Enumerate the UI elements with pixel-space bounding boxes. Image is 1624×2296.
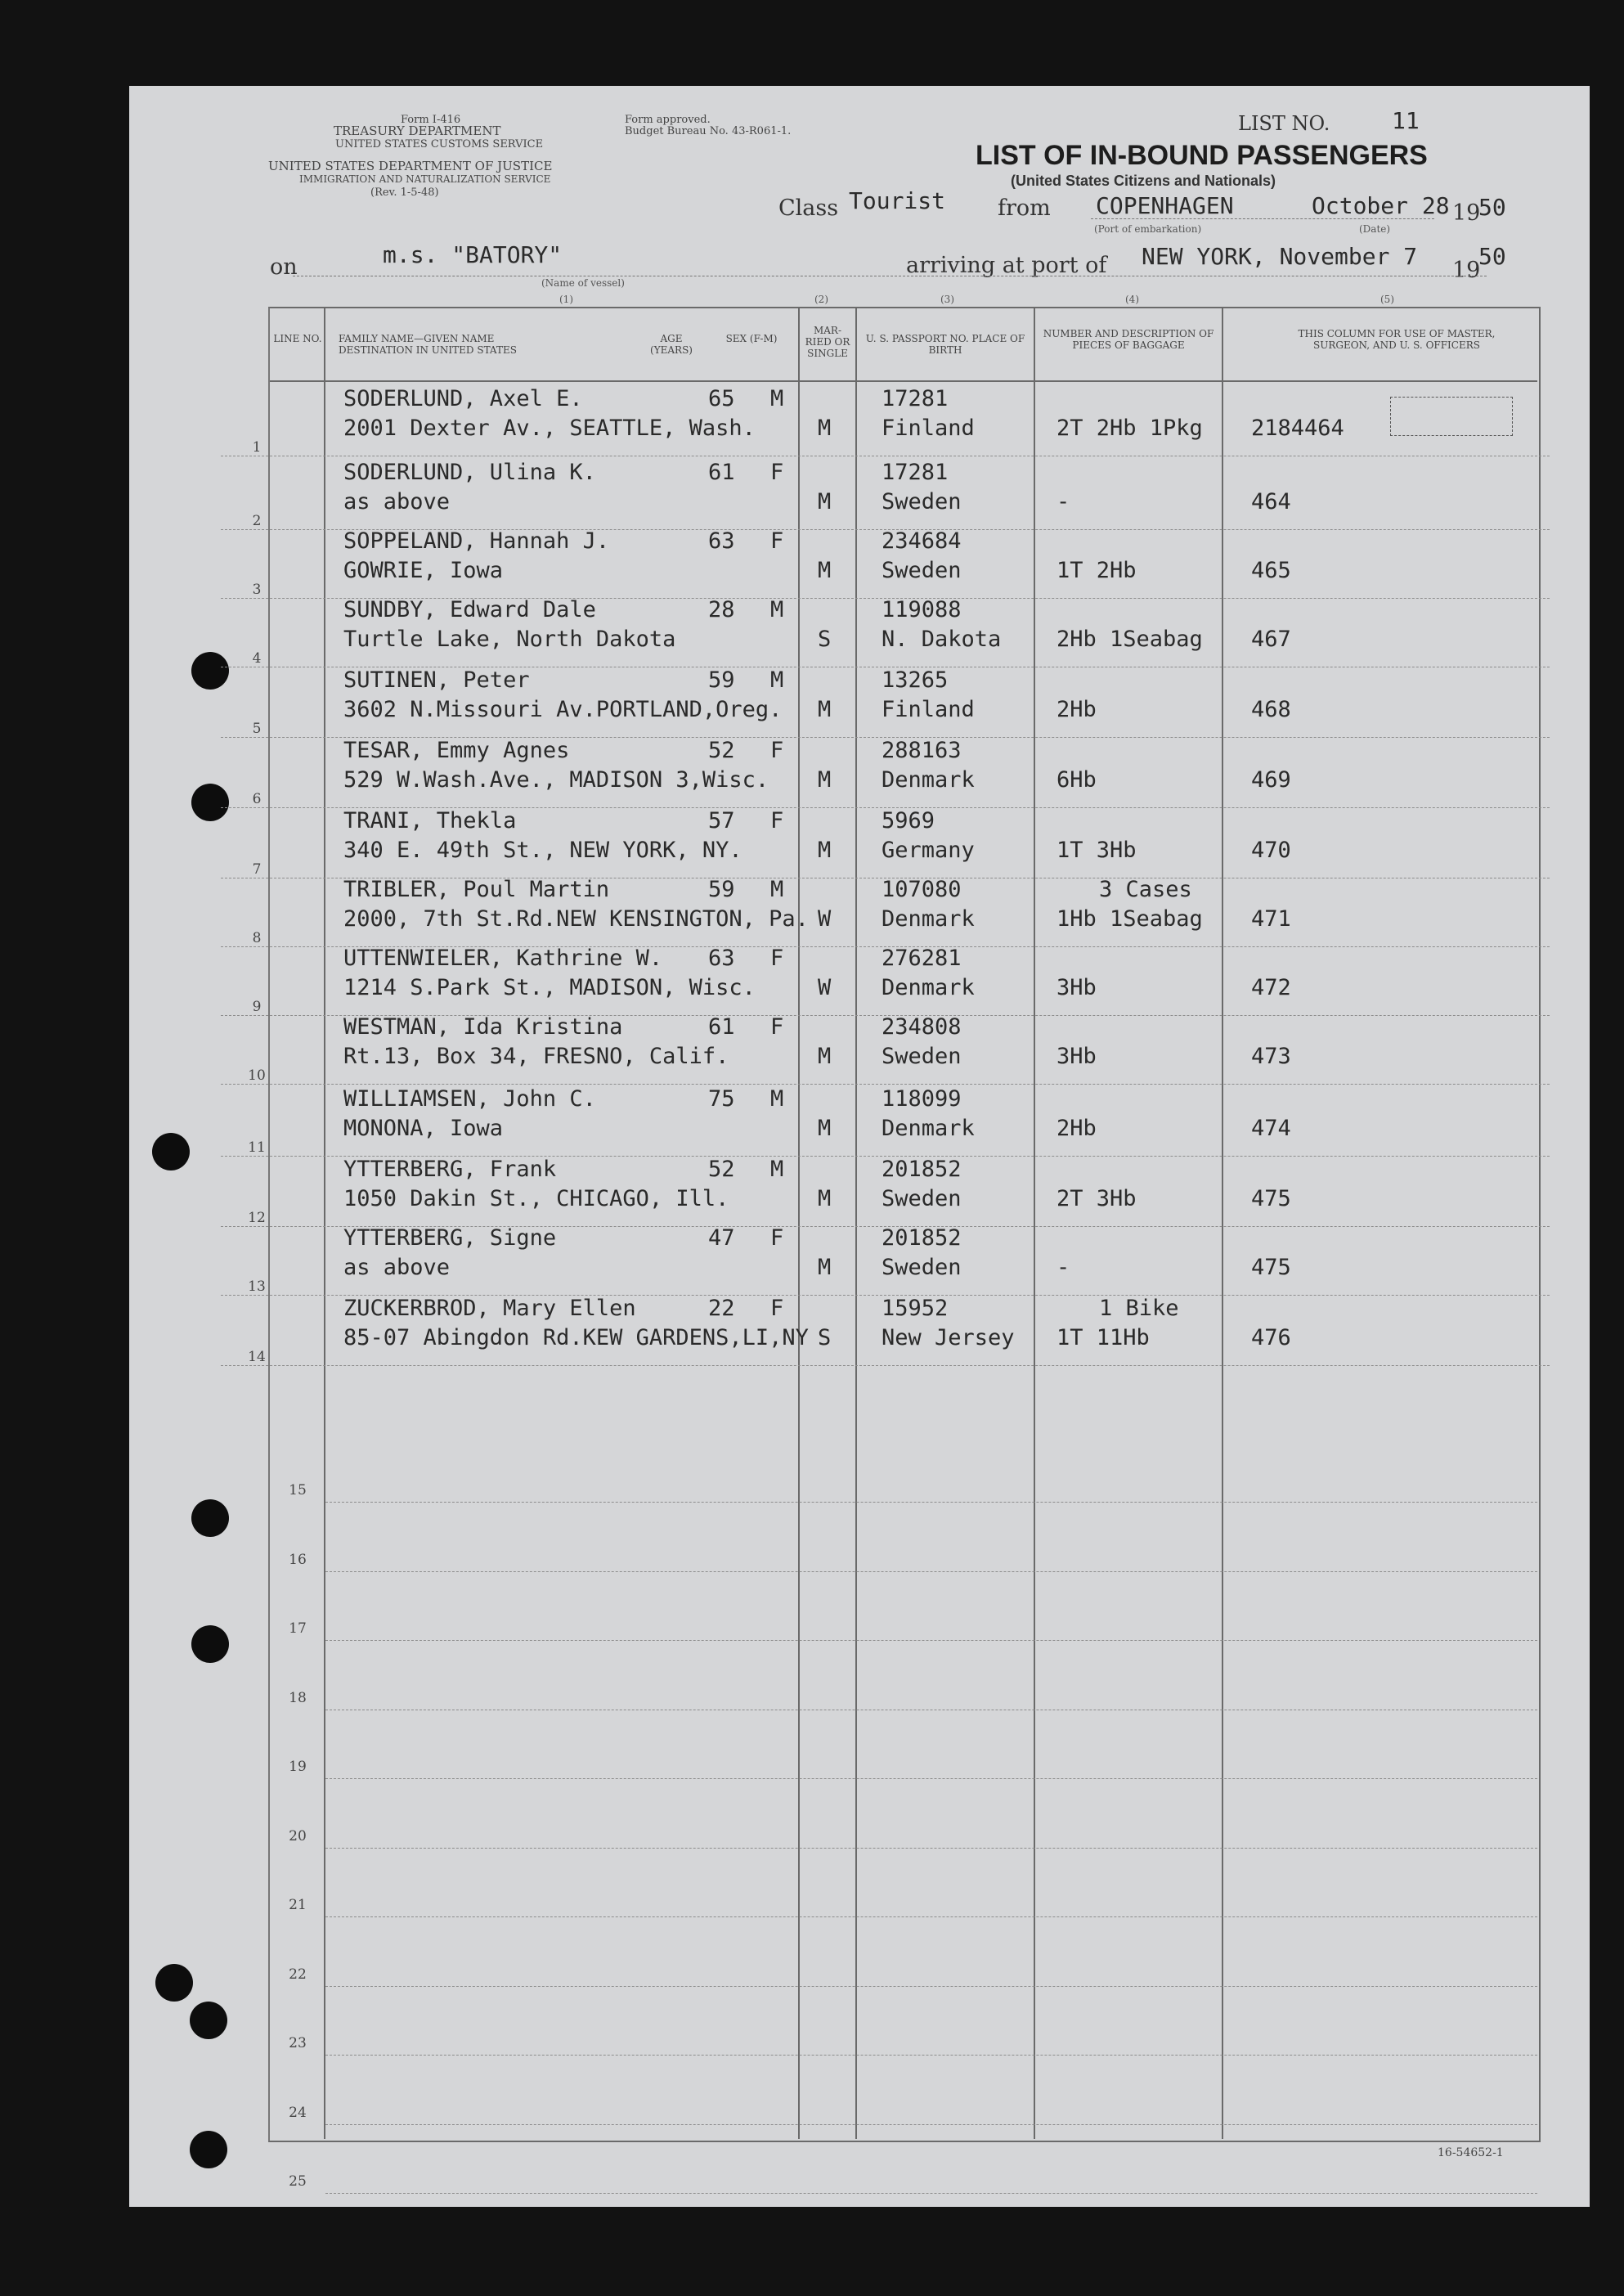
passenger-destination: 85-07 Abingdon Rd.KEW GARDENS,LI,NY xyxy=(343,1325,809,1350)
passenger-sex: F xyxy=(770,1225,784,1251)
embark-port: COPENHAGEN xyxy=(1096,192,1234,219)
vessel-caption: (Name of vessel) xyxy=(541,277,625,289)
passenger-name: YTTERBERG, Frank xyxy=(343,1157,557,1182)
empty-line-number: 15 xyxy=(289,1482,307,1498)
arriving-label: arriving at port of xyxy=(906,253,1107,278)
header-baggage: NUMBER AND DESCRIPTION OF PIECES OF BAGGAGE xyxy=(1043,328,1214,351)
empty-line-number: 23 xyxy=(289,2035,307,2051)
officer-number: 465 xyxy=(1251,558,1291,583)
passenger-name: TRIBLER, Poul Martin xyxy=(343,877,610,902)
header-name: FAMILY NAME—GIVEN NAME DESTINATION IN UNITED STATES xyxy=(339,333,517,356)
passenger-age: 65 xyxy=(708,386,735,411)
marital-status: S xyxy=(818,1325,832,1350)
place-of-birth: Sweden xyxy=(882,1255,962,1280)
row-rule xyxy=(325,1778,1537,1779)
table-row xyxy=(252,528,1533,599)
passenger-age: 59 xyxy=(708,877,735,902)
line-number: 9 xyxy=(252,999,262,1015)
header-line-no: LINE NO. xyxy=(273,333,322,344)
passenger-name: SOPPELAND, Hannah J. xyxy=(343,528,610,554)
on-label: on xyxy=(270,254,298,280)
passenger-name: UTTENWIELER, Kathrine W. xyxy=(343,946,663,971)
passenger-destination: Turtle Lake, North Dakota xyxy=(343,627,676,652)
marital-status: M xyxy=(818,1116,832,1141)
baggage-line-2: - xyxy=(1056,1255,1070,1280)
passport-number: 107080 xyxy=(882,877,962,902)
budget-bureau: Budget Bureau No. 43-R061-1. xyxy=(625,125,792,137)
treasury-dept: TREASURY DEPARTMENT xyxy=(334,124,501,138)
baggage-line-2: 2Hb xyxy=(1056,697,1097,722)
date-caption: (Date) xyxy=(1359,223,1391,235)
year-1: 50 xyxy=(1478,194,1506,221)
passenger-name: SODERLUND, Ulina K. xyxy=(343,460,596,485)
passport-number: 276281 xyxy=(882,946,962,971)
passenger-destination: 1050 Dakin St., CHICAGO, Ill. xyxy=(343,1186,729,1211)
passenger-age: 75 xyxy=(708,1086,735,1112)
passport-number: 15952 xyxy=(882,1296,949,1321)
col-number-4: (4) xyxy=(1125,294,1139,305)
passenger-age: 61 xyxy=(708,460,735,485)
baggage-line-2: 1Hb 1Seabag xyxy=(1056,906,1203,932)
marital-status: M xyxy=(818,1186,832,1211)
passenger-sex: M xyxy=(770,667,784,693)
arrival-port-date: NEW YORK, November 7 xyxy=(1142,243,1418,270)
baggage-line-2: 1T 2Hb xyxy=(1056,558,1137,583)
officer-number: 468 xyxy=(1251,697,1291,722)
class-value: Tourist xyxy=(849,187,946,214)
marital-status: M xyxy=(818,1044,832,1069)
passenger-destination: 529 W.Wash.Ave., MADISON 3,Wisc. xyxy=(343,767,769,793)
row-rule xyxy=(325,1640,1537,1641)
passenger-name: ZUCKERBROD, Mary Ellen xyxy=(343,1296,636,1321)
baggage-line-2: - xyxy=(1056,489,1070,514)
baggage-line-1: 3 Cases xyxy=(1099,877,1192,902)
passenger-destination: 2001 Dexter Av., SEATTLE, Wash. xyxy=(343,416,756,441)
line-number: 1 xyxy=(252,439,262,456)
line-number: 11 xyxy=(248,1139,266,1156)
table-row xyxy=(248,1225,1533,1296)
col-number-5: (5) xyxy=(1380,294,1394,305)
passenger-age: 22 xyxy=(708,1296,735,1321)
row-rule xyxy=(221,1365,1550,1366)
header-passport: U. S. PASSPORT NO. PLACE OF BIRTH xyxy=(865,333,1025,356)
table-row xyxy=(248,1296,1533,1366)
passenger-sex: M xyxy=(770,386,784,411)
officer-number: 469 xyxy=(1251,767,1291,793)
baggage-line-2: 1T 3Hb xyxy=(1056,838,1137,863)
passenger-age: 28 xyxy=(708,597,735,622)
row-rule xyxy=(325,1848,1537,1849)
empty-line-number: 18 xyxy=(289,1689,307,1706)
place-of-birth: Denmark xyxy=(882,1116,975,1141)
line-number: 10 xyxy=(248,1067,266,1084)
list-subtitle: (United States Citizens and Nationals) xyxy=(1011,173,1276,189)
officer-number: 473 xyxy=(1251,1044,1291,1069)
passenger-name: TESAR, Emmy Agnes xyxy=(343,738,570,763)
table-row xyxy=(248,1086,1533,1157)
baggage-line-2: 2Hb 1Seabag xyxy=(1056,627,1203,652)
ins-service: IMMIGRATION AND NATURALIZATION SERVICE xyxy=(299,173,551,185)
line-number: 6 xyxy=(252,791,262,807)
passenger-sex: F xyxy=(770,1296,784,1321)
port-caption: (Port of embarkation) xyxy=(1094,223,1202,235)
footer-code: 16-54652-1 xyxy=(1438,2146,1504,2159)
passenger-sex: F xyxy=(770,738,784,763)
passenger-name: SUNDBY, Edward Dale xyxy=(343,597,596,622)
line-number: 12 xyxy=(248,1210,266,1226)
list-title: LIST OF IN-BOUND PASSENGERS xyxy=(976,140,1428,171)
col-number-1: (1) xyxy=(559,294,573,305)
place-of-birth: Sweden xyxy=(882,489,962,514)
baggage-line-2: 6Hb xyxy=(1056,767,1097,793)
baggage-line-2: 3Hb xyxy=(1056,975,1097,1000)
passenger-destination: Rt.13, Box 34, FRESNO, Calif. xyxy=(343,1044,729,1069)
place-of-birth: Sweden xyxy=(882,558,962,583)
passenger-age: 63 xyxy=(708,528,735,554)
table-row xyxy=(252,667,1533,738)
passport-number: 201852 xyxy=(882,1157,962,1182)
marital-status: M xyxy=(818,1255,832,1280)
passenger-age: 59 xyxy=(708,667,735,693)
year-2: 50 xyxy=(1478,243,1506,270)
from-label: from xyxy=(998,195,1051,221)
marital-status: W xyxy=(818,975,832,1000)
passenger-sex: F xyxy=(770,460,784,485)
passenger-name: TRANI, Thekla xyxy=(343,808,517,833)
empty-line-number: 25 xyxy=(289,2173,307,2190)
departure-date: October 28 xyxy=(1312,192,1450,219)
passport-number: 13265 xyxy=(882,667,949,693)
form-approved: Form approved. xyxy=(625,114,711,126)
place-of-birth: Finland xyxy=(882,416,975,441)
baggage-line-2: 3Hb xyxy=(1056,1044,1097,1069)
baggage-line-2: 2T 2Hb 1Pkg xyxy=(1056,416,1203,441)
row-rule xyxy=(325,1571,1537,1572)
year-prefix-1: 19 xyxy=(1452,200,1481,226)
line-number: 5 xyxy=(252,721,262,737)
passenger-sex: F xyxy=(770,946,784,971)
passport-number: 234684 xyxy=(882,528,962,554)
justice-dept: UNITED STATES DEPARTMENT OF JUSTICE xyxy=(268,159,553,173)
baggage-line-1: 1 Bike xyxy=(1099,1296,1179,1321)
passenger-sex: F xyxy=(770,528,784,554)
officer-number: 467 xyxy=(1251,627,1291,652)
passenger-destination: MONONA, Iowa xyxy=(343,1116,504,1141)
passenger-destination: as above xyxy=(343,489,451,514)
row-rule xyxy=(325,1986,1537,1987)
passenger-name: WESTMAN, Ida Kristina xyxy=(343,1014,623,1040)
row-rule xyxy=(221,1084,1550,1085)
class-label: Class xyxy=(778,195,839,221)
passenger-destination: GOWRIE, Iowa xyxy=(343,558,504,583)
table-row xyxy=(252,597,1533,667)
officer-number: 475 xyxy=(1251,1255,1291,1280)
passport-number: 288163 xyxy=(882,738,962,763)
place-of-birth: Finland xyxy=(882,697,975,722)
passport-number: 17281 xyxy=(882,460,949,485)
officer-number: 475 xyxy=(1251,1186,1291,1211)
empty-line-number: 22 xyxy=(289,1966,307,1983)
passenger-sex: M xyxy=(770,877,784,902)
table-row xyxy=(248,1157,1533,1227)
passport-number: 201852 xyxy=(882,1225,962,1251)
empty-line-number: 17 xyxy=(289,1620,307,1637)
passenger-name: SODERLUND, Axel E. xyxy=(343,386,583,411)
empty-line-number: 16 xyxy=(289,1551,307,1568)
empty-line-number: 24 xyxy=(289,2104,307,2121)
passenger-age: 52 xyxy=(708,738,735,763)
baggage-line-2: 1T 11Hb xyxy=(1056,1325,1150,1350)
passenger-sex: M xyxy=(770,1086,784,1112)
table-row xyxy=(252,946,1533,1016)
vessel-name: m.s. "BATORY" xyxy=(383,241,563,268)
marital-status: M xyxy=(818,558,832,583)
marital-status: M xyxy=(818,838,832,863)
header-age: AGE (YEARS) xyxy=(650,333,693,356)
customs-service: UNITED STATES CUSTOMS SERVICE xyxy=(335,138,544,151)
table-row xyxy=(252,386,1533,456)
line-number: 2 xyxy=(252,513,262,529)
table-row xyxy=(252,808,1533,878)
officer-number: 471 xyxy=(1251,906,1291,932)
passenger-destination: 1214 S.Park St., MADISON, Wisc. xyxy=(343,975,756,1000)
officer-number: 476 xyxy=(1251,1325,1291,1350)
empty-line-number: 20 xyxy=(289,1827,307,1844)
year-prefix-2: 19 xyxy=(1452,258,1481,283)
passenger-age: 57 xyxy=(708,808,735,833)
header-married: MAR-RIED OR SINGLE xyxy=(805,325,850,359)
passport-number: 234808 xyxy=(882,1014,962,1040)
empty-line-number: 21 xyxy=(289,1897,307,1913)
passenger-age: 63 xyxy=(708,946,735,971)
table-row xyxy=(252,877,1533,947)
marital-status: M xyxy=(818,697,832,722)
passenger-name: YTTERBERG, Signe xyxy=(343,1225,557,1251)
manifest-sheet xyxy=(129,86,1590,2207)
passenger-sex: M xyxy=(770,597,784,622)
passport-number: 5969 xyxy=(882,808,935,833)
passport-number: 17281 xyxy=(882,386,949,411)
marital-status: W xyxy=(818,906,832,932)
row-rule xyxy=(325,2193,1537,2194)
header-officers: THIS COLUMN FOR USE OF MASTER, SURGEON, AND U. S. OFFICERS xyxy=(1298,328,1496,351)
col-number-3: (3) xyxy=(940,294,954,305)
officer-number: 2184464 xyxy=(1251,416,1344,441)
place-of-birth: Sweden xyxy=(882,1044,962,1069)
officer-number: 474 xyxy=(1251,1116,1291,1141)
list-no-label: LIST NO. xyxy=(1238,112,1330,135)
marital-status: M xyxy=(818,416,832,441)
passenger-destination: as above xyxy=(343,1255,451,1280)
baggage-line-2: 2T 3Hb xyxy=(1056,1186,1137,1211)
baggage-line-2: 2Hb xyxy=(1056,1116,1097,1141)
place-of-birth: Germany xyxy=(882,838,975,863)
passenger-destination: 2000, 7th St.Rd.NEW KENSINGTON, Pa. xyxy=(343,906,809,932)
header-sex: SEX (F-M) xyxy=(725,333,778,344)
col-number-2: (2) xyxy=(814,294,828,305)
marital-status: S xyxy=(818,627,832,652)
line-number: 13 xyxy=(248,1278,266,1295)
passenger-sex: F xyxy=(770,808,784,833)
empty-line-number: 19 xyxy=(289,1759,307,1775)
place-of-birth: Denmark xyxy=(882,975,975,1000)
passenger-sex: M xyxy=(770,1157,784,1182)
place-of-birth: Denmark xyxy=(882,767,975,793)
place-of-birth: New Jersey xyxy=(882,1325,1015,1350)
line-number: 7 xyxy=(252,861,262,878)
form-number: Form I-416 xyxy=(401,114,461,126)
officer-number: 470 xyxy=(1251,838,1291,863)
row-rule xyxy=(325,1502,1537,1503)
table-row xyxy=(252,738,1533,808)
table-row xyxy=(252,460,1533,530)
passenger-age: 61 xyxy=(708,1014,735,1040)
passenger-name: SUTINEN, Peter xyxy=(343,667,530,693)
officer-number: 472 xyxy=(1251,975,1291,1000)
place-of-birth: N. Dakota xyxy=(882,627,1002,652)
marital-status: M xyxy=(818,767,832,793)
line-number: 8 xyxy=(252,930,262,946)
line-number: 14 xyxy=(248,1349,266,1365)
passenger-sex: F xyxy=(770,1014,784,1040)
line-number: 4 xyxy=(252,650,262,667)
place-of-birth: Denmark xyxy=(882,906,975,932)
passenger-destination: 3602 N.Missouri Av.PORTLAND,Oreg. xyxy=(343,697,783,722)
passenger-destination: 340 E. 49th St., NEW YORK, NY. xyxy=(343,838,742,863)
marital-status: M xyxy=(818,489,832,514)
table-row xyxy=(248,1014,1533,1085)
passenger-age: 47 xyxy=(708,1225,735,1251)
passenger-age: 52 xyxy=(708,1157,735,1182)
passenger-name: WILLIAMSEN, John C. xyxy=(343,1086,596,1112)
list-no-value: 11 xyxy=(1392,107,1420,134)
row-rule xyxy=(325,1916,1537,1917)
officer-number: 464 xyxy=(1251,489,1291,514)
passport-number: 119088 xyxy=(882,597,962,622)
passport-number: 118099 xyxy=(882,1086,962,1112)
line-number: 3 xyxy=(252,582,262,598)
revision: (Rev. 1-5-48) xyxy=(370,186,439,199)
row-rule xyxy=(325,2055,1537,2056)
row-rule xyxy=(325,2124,1537,2125)
place-of-birth: Sweden xyxy=(882,1186,962,1211)
